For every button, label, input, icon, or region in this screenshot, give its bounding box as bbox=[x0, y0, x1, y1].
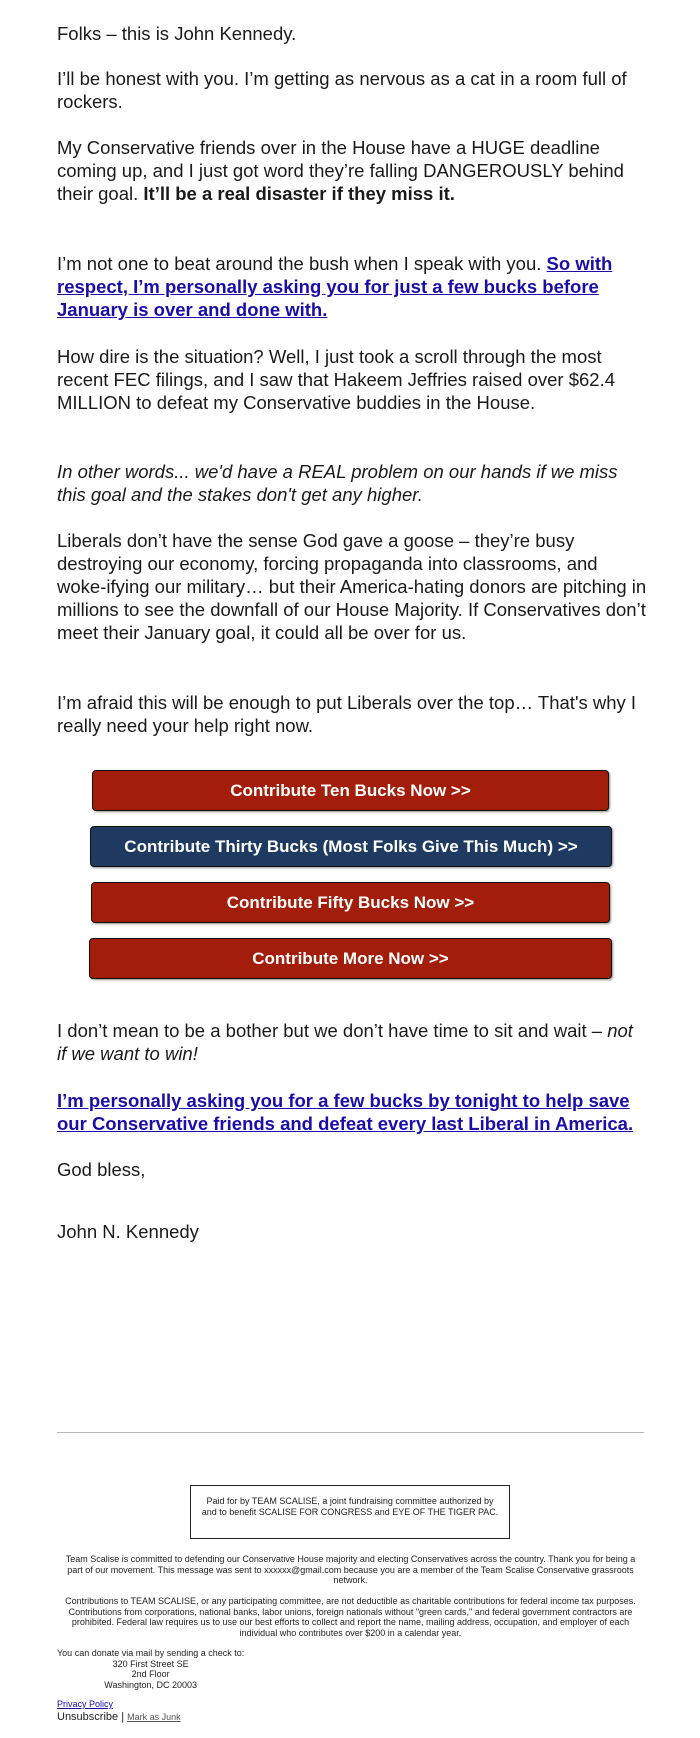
contribute-ten-button[interactable]: Contribute Ten Bucks Now >> bbox=[92, 770, 609, 811]
italic-paragraph bbox=[57, 460, 647, 506]
fec-paragraph: How dire is the situation? Well, I just took a scroll through the most recent FEC filings, and I saw that Hakeem Jeffries raised over $62.4 MILLION to defeat my Conservative buddies in the House. bbox=[57, 346, 616, 413]
disaster-bold-text: It’ll be a real disaster if they miss it. bbox=[143, 183, 455, 204]
mark-as-junk-link[interactable]: Mark as Junk bbox=[127, 1712, 181, 1722]
ask-paragraph bbox=[57, 252, 647, 321]
intro-paragraph: I’ll be honest with you. I’m getting as nervous as a cat in a room full of rockers. bbox=[57, 68, 627, 112]
footer-legal-text: Contributions to TEAM SCALISE, or any participating committee, are not deductible as charitable contributions for federal income tax purposes. Contributions from corporations, national banks, labor unions, foreign nationals without "green cards," and federal government contractors are prohibited. Federal law requires us to use our best efforts to collect and report the name, mailing address, occupation, and employer of each individual who contributes over $200 in a calendar year. bbox=[65, 1596, 636, 1638]
address-line: Washington, DC 20003 bbox=[104, 1679, 198, 1690]
ask-donate-link[interactable]: So with respect, I’m personally asking you for just a few bucks before January is over and done with. bbox=[57, 253, 613, 320]
closing-paragraph: God bless, bbox=[57, 1159, 146, 1180]
footer-mailing-address bbox=[57, 1648, 244, 1690]
address-line: 320 First Street SE bbox=[112, 1658, 189, 1669]
footer-mission-text: Team Scalise is committed to defending our Conservative House majority and electing Conservatives across the country. Thank you for being a part of our movement. This message was sent to xxxxxx@gmail.com because you are a member of the Team Scalise Conservative grassroots network. bbox=[65, 1554, 636, 1585]
deadline-paragraph bbox=[57, 136, 647, 205]
liberals-paragraph: Liberals don’t have the sense God gave a goose – they’re busy destroying our economy, forcing propaganda into classrooms, and woke-ifying our military… but their America-hating donors are pitching in millions to see the downfall of our House Majority. If Conservatives don’t meet their January goal, it could all be over for us. bbox=[57, 530, 647, 643]
signature: John N. Kennedy bbox=[57, 1221, 199, 1242]
footer-divider bbox=[57, 1432, 644, 1433]
unsubscribe-text[interactable]: Unsubscribe bbox=[57, 1711, 119, 1723]
privacy-row bbox=[57, 1699, 113, 1710]
help-paragraph: I’m afraid this will be enough to put Liberals over the top… That's why I really need your help right now. bbox=[57, 692, 637, 736]
italic-warning-text: In other words... we'd have a REAL problem on our hands if we miss this goal and the stakes don't get any higher. bbox=[57, 461, 618, 505]
bother-paragraph bbox=[57, 1019, 647, 1065]
contribute-more-button[interactable]: Contribute More Now >> bbox=[89, 938, 612, 979]
paid-for-disclaimer: Paid for by TEAM SCALISE, a joint fundraising committee authorized by and to benefit SCALISE FOR CONGRESS and EYE OF THE TIGER PAC. bbox=[190, 1485, 510, 1539]
win-italic-text: not if we want to win! bbox=[57, 1020, 633, 1064]
bother-text: I don’t mean to be a bother but we don’t have time to sit and wait – bbox=[57, 1020, 608, 1041]
ask-text: I’m not one to beat around the bush when I speak with you. bbox=[57, 253, 547, 274]
address-line: 2nd Floor bbox=[131, 1669, 170, 1679]
tonight-donate-link[interactable]: I’m personally asking you for a few bucks by tonight to help save our Conservative friends and defeat every last Liberal in America. bbox=[57, 1090, 634, 1134]
privacy-policy-link[interactable]: Privacy Policy bbox=[57, 1699, 114, 1709]
mail-intro: You can donate via mail by sending a check to: bbox=[57, 1648, 245, 1658]
contribute-fifty-button[interactable]: Contribute Fifty Bucks Now >> bbox=[91, 882, 610, 923]
tonight-paragraph bbox=[57, 1089, 647, 1135]
greeting-paragraph: Folks – this is John Kennedy. bbox=[57, 23, 297, 44]
contribute-thirty-button[interactable]: Contribute Thirty Bucks (Most Folks Give This Much) >> bbox=[90, 826, 612, 867]
separator: | bbox=[118, 1711, 128, 1723]
deadline-text: My Conservative friends over in the House have a HUGE deadline coming up, and I just got word they’re falling DANGEROUSLY behind their goal. bbox=[57, 137, 624, 204]
unsubscribe-row bbox=[57, 1711, 181, 1724]
